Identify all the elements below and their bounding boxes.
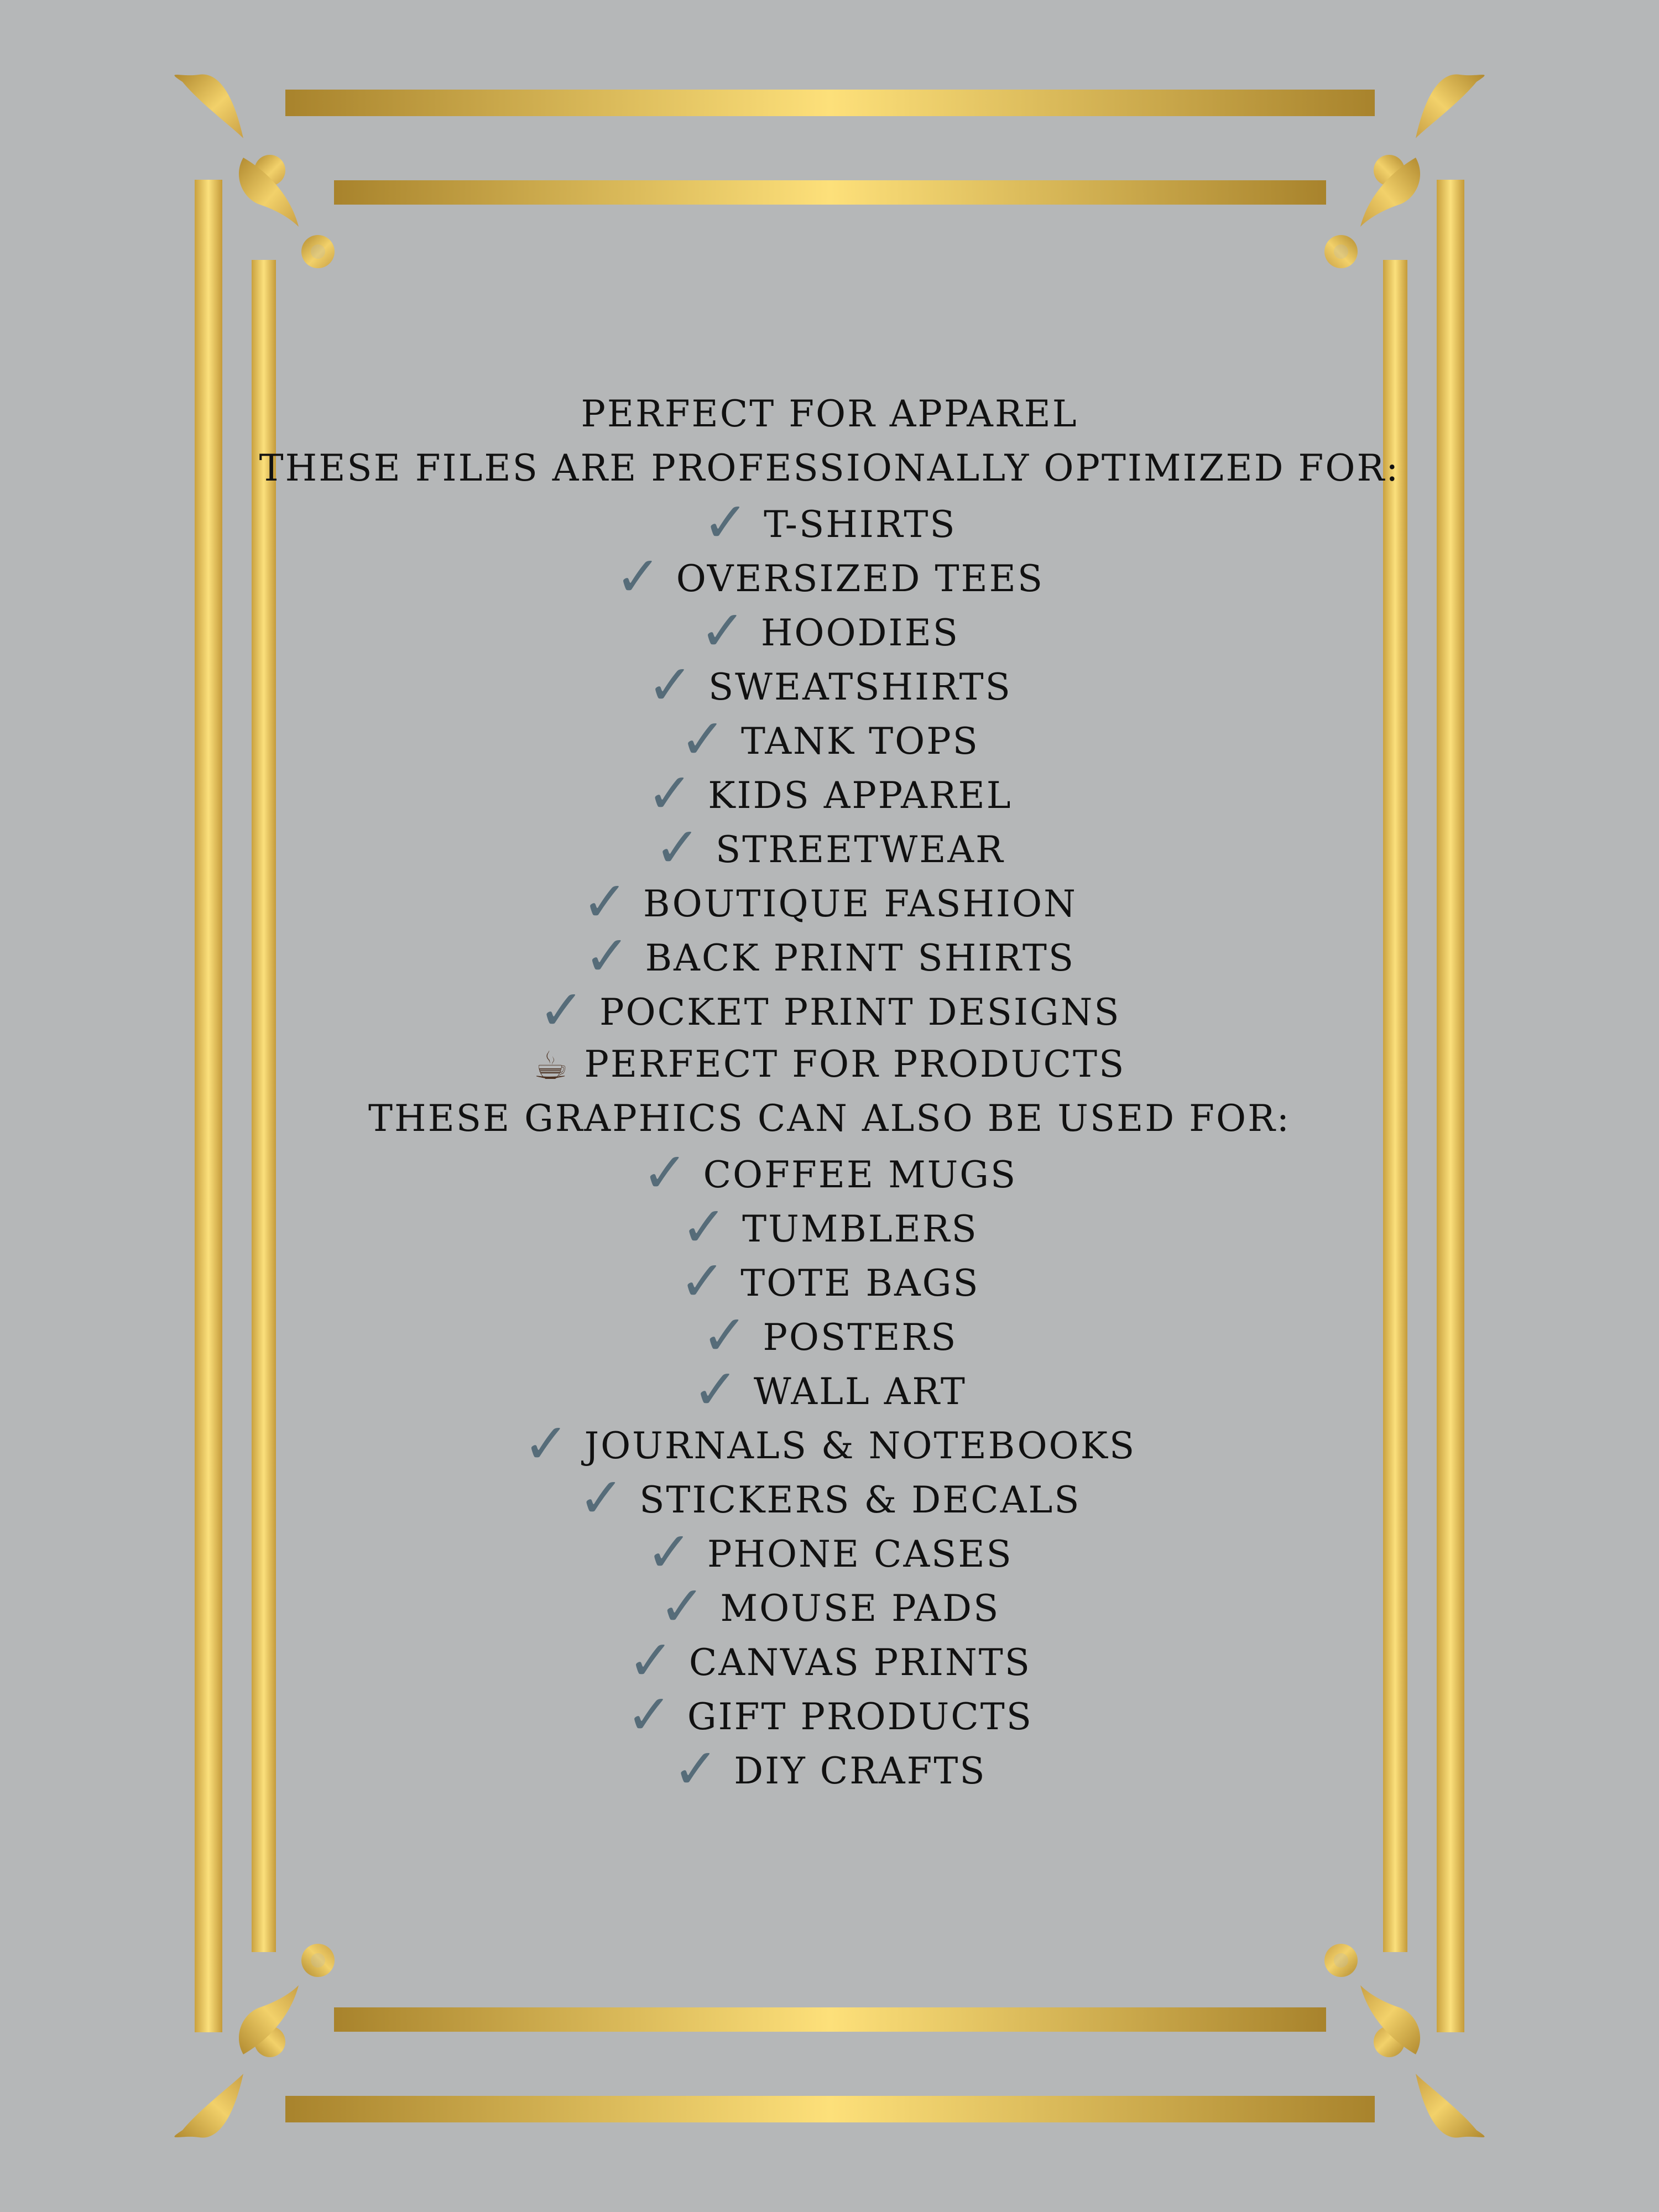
list-item: ✓ CANVAS PRINTS [628, 1628, 1031, 1693]
check-mark-icon: ✓ [523, 1411, 571, 1476]
check-mark-icon: ✓ [680, 707, 728, 771]
list-item: ✓ STICKERS & DECALS [578, 1465, 1081, 1530]
check-mark-icon: ✓ [647, 653, 695, 717]
list-item: ✓ BACK PRINT SHIRTS [583, 924, 1076, 988]
check-mark-icon: ✓ [692, 1357, 740, 1422]
check-mark-icon: ✓ [583, 924, 632, 988]
list-item: ✓ HOODIES [700, 598, 959, 663]
apparel-heading: PERFECT FOR APPAREL [581, 393, 1078, 435]
list-item: ✓ TUMBLERS [681, 1194, 978, 1259]
list-item: ✓ MOUSE PADS [659, 1574, 1000, 1639]
check-mark-icon: ✓ [538, 978, 587, 1042]
check-mark-icon: ✓ [681, 1194, 729, 1259]
list-item: ✓ BOUTIQUE FASHION [582, 869, 1077, 934]
products-subheading: THESE GRAPHICS CAN ALSO BE USED FOR: [368, 1097, 1291, 1140]
check-mark-icon: ✓ [702, 490, 751, 555]
list-item: ✓ TANK TOPS [680, 707, 979, 771]
list-item: ✓ JOURNALS & NOTEBOOKS [523, 1411, 1136, 1476]
check-mark-icon: ✓ [646, 1520, 695, 1584]
list-item: ✓ COFFEE MUGS [641, 1140, 1018, 1205]
list-item: ✓ T-SHIRTS [702, 490, 957, 555]
check-mark-icon: ✓ [701, 1303, 750, 1368]
check-mark-icon: ✓ [641, 1140, 690, 1205]
check-mark-icon: ✓ [628, 1628, 676, 1693]
check-mark-icon: ✓ [659, 1574, 707, 1639]
list-item: ✓ SWEATSHIRTS [647, 653, 1012, 717]
check-mark-icon: ✓ [578, 1465, 627, 1530]
main-content [0, 387, 1659, 1801]
list-item: ✓ POCKET PRINT DESIGNS [538, 978, 1121, 1042]
list-item: ✓ KIDS APPAREL [646, 761, 1013, 826]
list-item: ✓ DIY CRAFTS [672, 1736, 987, 1801]
check-mark-icon: ✓ [654, 815, 703, 880]
check-mark-icon: ✓ [626, 1682, 674, 1747]
list-item: ✓ GIFT PRODUCTS [626, 1682, 1033, 1747]
list-item: ✓ PHONE CASES [646, 1520, 1013, 1584]
check-mark-icon: ✓ [672, 1736, 721, 1801]
list-item: ✓ POSTERS [701, 1303, 958, 1368]
list-item: ✓ TOTE BAGS [679, 1249, 980, 1313]
list-item: ✓ STREETWEAR [654, 815, 1005, 880]
check-mark-icon: ✓ [679, 1249, 728, 1313]
check-mark-icon: ✓ [700, 598, 748, 663]
list-item: ✓ OVERSIZED TEES [614, 544, 1045, 609]
check-mark-icon: ✓ [582, 869, 630, 934]
check-mark-icon: ✓ [646, 761, 695, 826]
coffee-cup-icon: ☕ [533, 1043, 570, 1088]
list-item: ✓ WALL ART [692, 1357, 967, 1422]
apparel-subheading: THESE FILES ARE PROFESSIONALLY OPTIMIZED FOR: [259, 447, 1400, 489]
products-heading: ☕ PERFECT FOR PRODUCTS [0, 1037, 1659, 1092]
check-mark-icon: ✓ [614, 544, 663, 609]
